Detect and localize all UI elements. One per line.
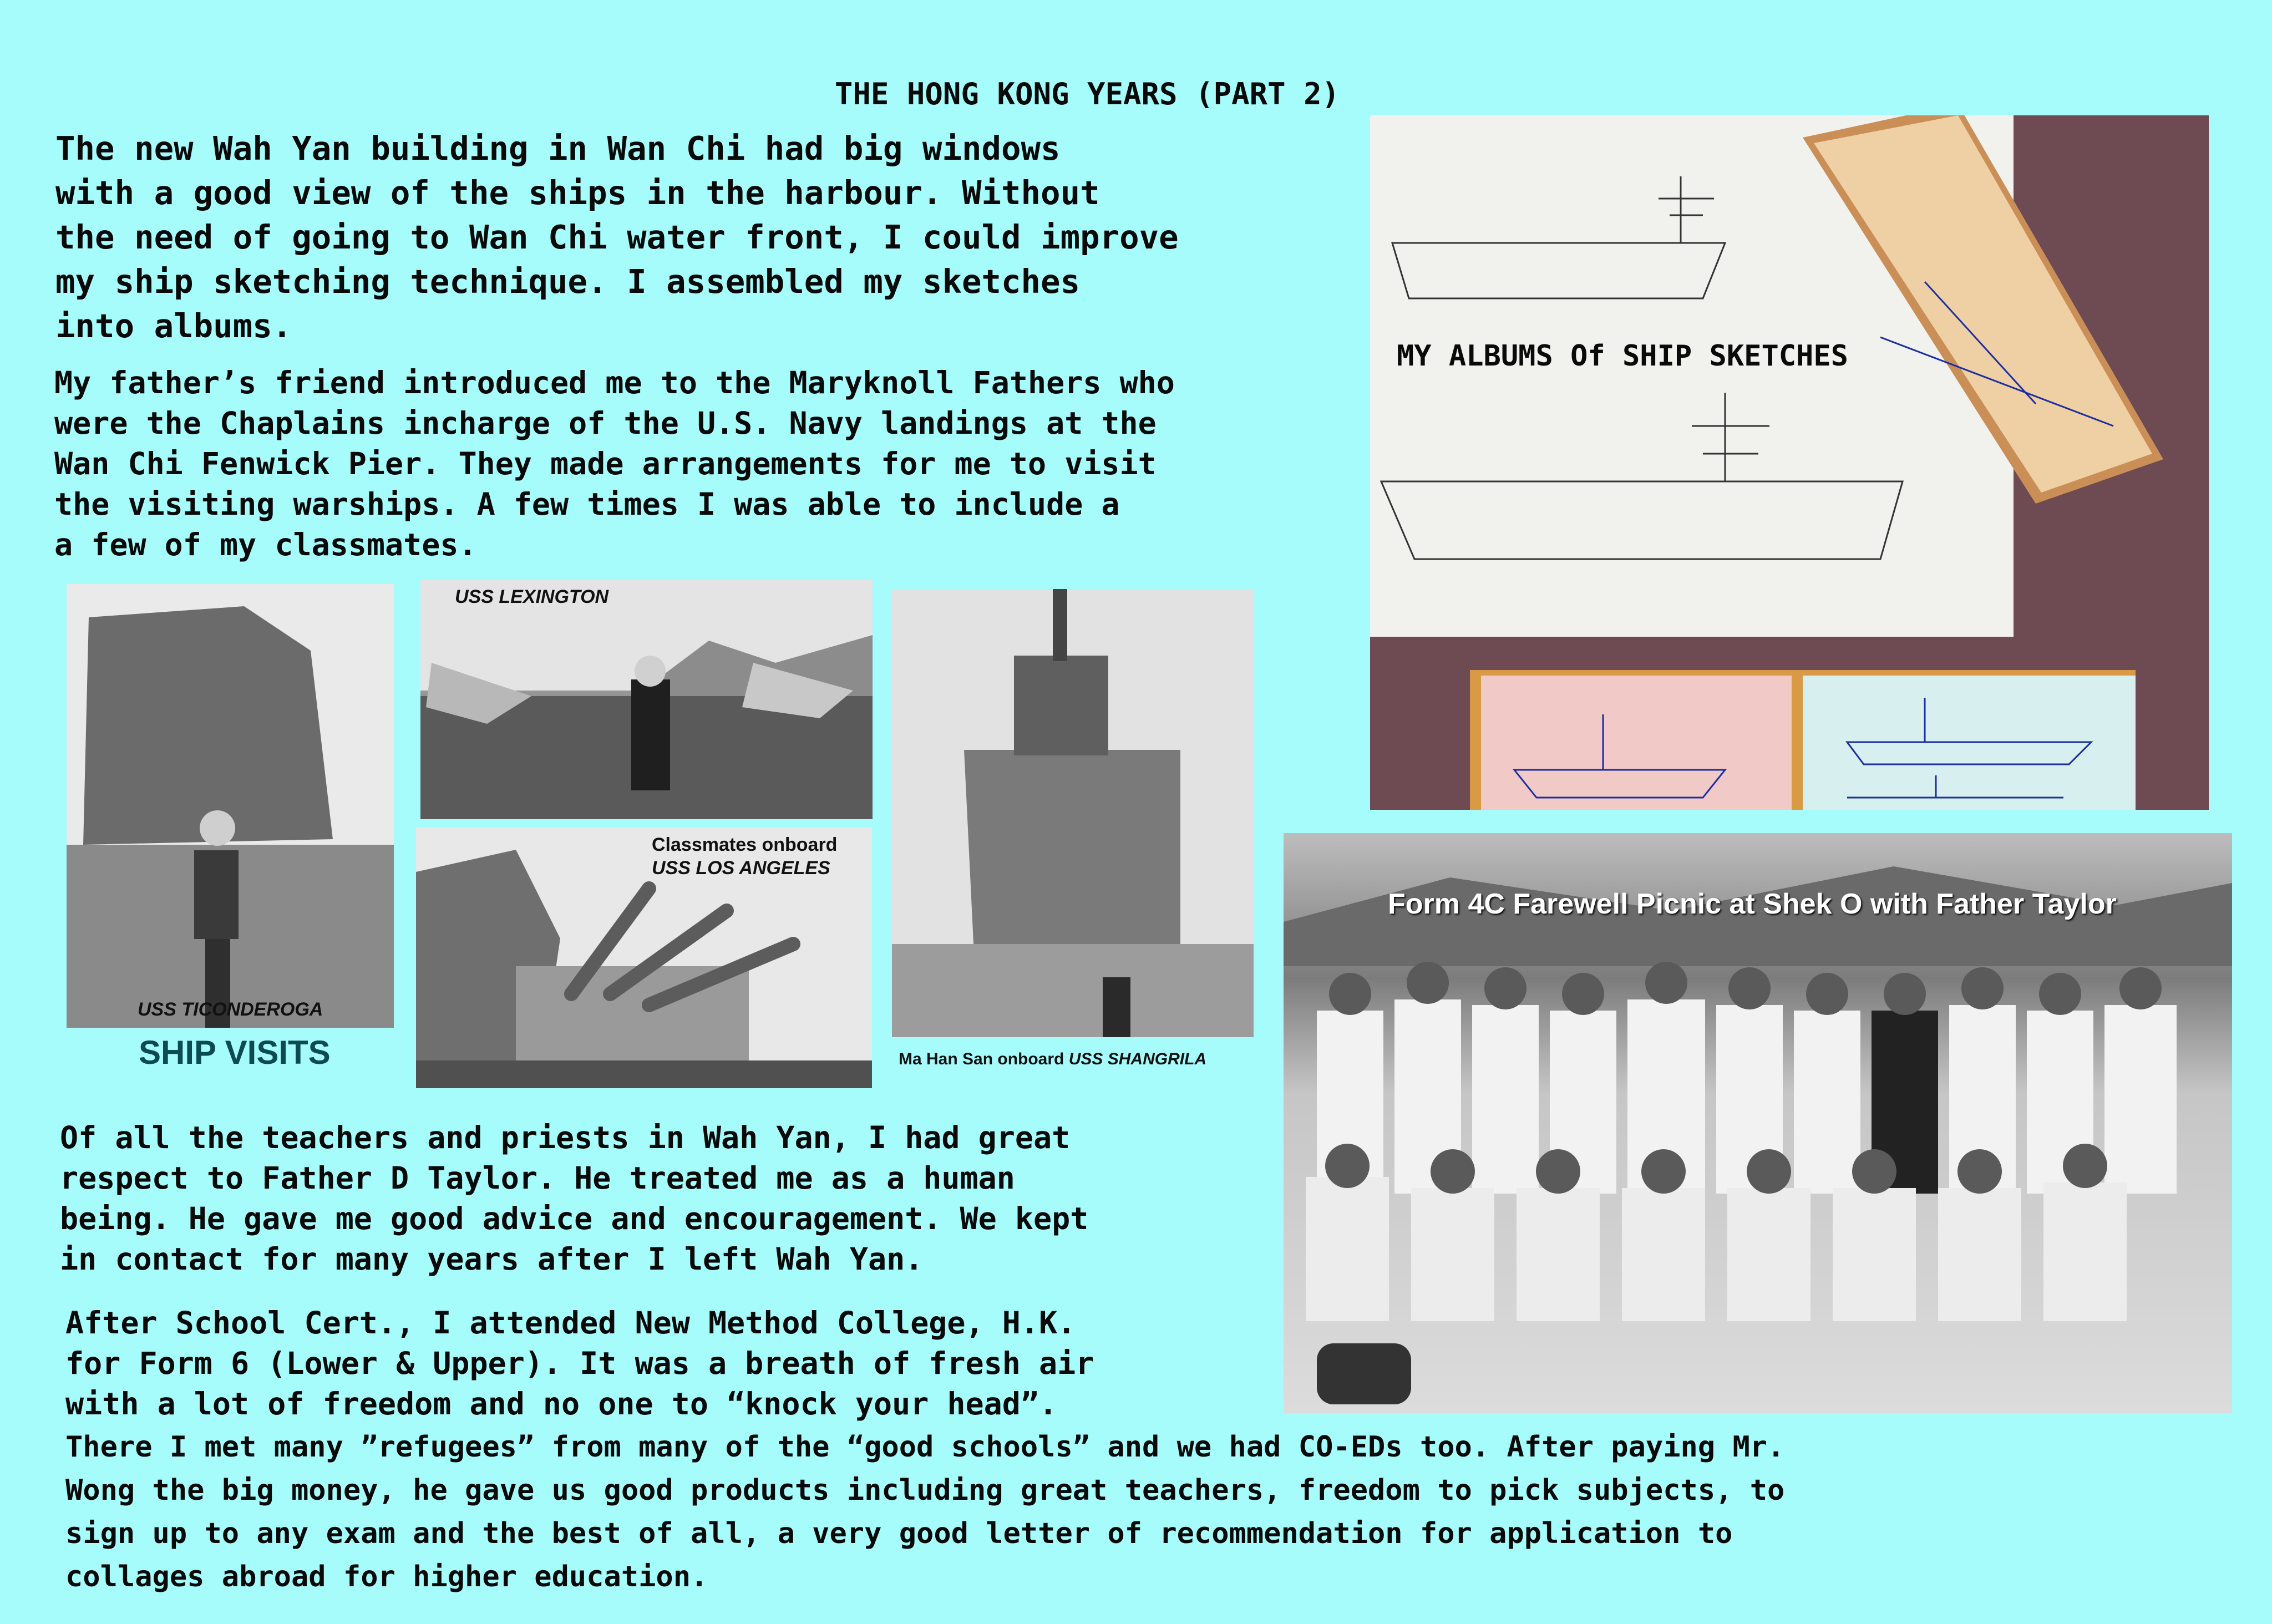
paragraph-father-taylor [60, 1118, 1088, 1280]
text-line: were the Chaplains incharge of the U.S. Navy landings at the [54, 405, 1157, 441]
text-line: Wan Chi Fenwick Pier. They made arrangements for me to visit [54, 446, 1157, 481]
photo-uss-lexington [420, 580, 873, 819]
text-line: sign up to any exam and the best of all, a very good letter of recommendation for application to [65, 1517, 1733, 1550]
text-line: respect to Father D Taylor. He treated me as a human [60, 1160, 1015, 1196]
paragraph-new-method-college [65, 1303, 1094, 1424]
caption-picnic: Form 4C Farewell Picnic at Shek O with Father Taylor [1388, 888, 2117, 920]
text-line: My father’s friend introduced me to the Maryknoll Fathers who [54, 365, 1175, 400]
text-line: for Form 6 (Lower & Upper). It was a breath of fresh air [65, 1346, 1094, 1381]
text-line: After School Cert., I attended New Method College, H.K. [65, 1305, 1076, 1341]
ship-visits-heading: SHIP VISITS [139, 1034, 331, 1071]
albums-photo [1370, 115, 2209, 810]
caption-lexington: USS LEXINGTON [455, 586, 609, 607]
text-line: with a lot of freedom and no one to “knock your head”. [65, 1386, 1058, 1422]
text-line: There I met many ”refugees” from many of the “good schools” and we had CO-EDs too. After paying Mr. [65, 1430, 1785, 1464]
paragraph-maryknoll [54, 363, 1175, 565]
text-line: my ship sketching technique. I assembled my sketches [55, 262, 1081, 301]
text-line: with a good view of the ships in the harbour. Without [55, 174, 1100, 212]
text-line: collages abroad for higher education. [65, 1560, 708, 1593]
text-line: into albums. [55, 307, 292, 345]
text-line: a few of my classmates. [54, 527, 477, 562]
text-line: the visiting warships. A few times I was able to include a [54, 486, 1120, 522]
text-line: Of all the teachers and priests in Wah Yan, I had great [60, 1120, 1071, 1155]
photo-uss-ticonderoga [67, 584, 394, 1028]
photo-uss-shangrila [892, 589, 1254, 1037]
page-title: THE HONG KONG YEARS (PART 2) [834, 77, 1340, 111]
caption-classmates-onboard: Classmates onboard [652, 834, 838, 855]
paragraph-ship-sketching [55, 126, 1179, 348]
albums-caption: MY ALBUMS Of SHIP SKETCHES [1397, 339, 1848, 373]
photo-picnic-shek-o [1284, 833, 2232, 1413]
text-line: the need of going to Wan Chi water front, I could improve [55, 218, 1179, 256]
caption-ticonderoga: USS TICONDEROGA [138, 999, 323, 1020]
text-line: in contact for many years after I left Wah Yan. [60, 1241, 924, 1277]
text-line: The new Wah Yan building in Wan Chi had big windows [55, 129, 1061, 168]
text-line: Wong the big money, he gave us good products including great teachers, freedom to pick subjects, to [65, 1474, 1785, 1507]
caption-shangrila: Ma Han San onboard USS SHANGRILA [899, 1050, 1207, 1068]
photo-uss-los-angeles [416, 828, 872, 1088]
text-line: being. He gave me good advice and encouragement. We kept [60, 1201, 1089, 1236]
paragraph-refugees [65, 1425, 1784, 1598]
caption-los-angeles: USS LOS ANGELES [652, 857, 830, 879]
